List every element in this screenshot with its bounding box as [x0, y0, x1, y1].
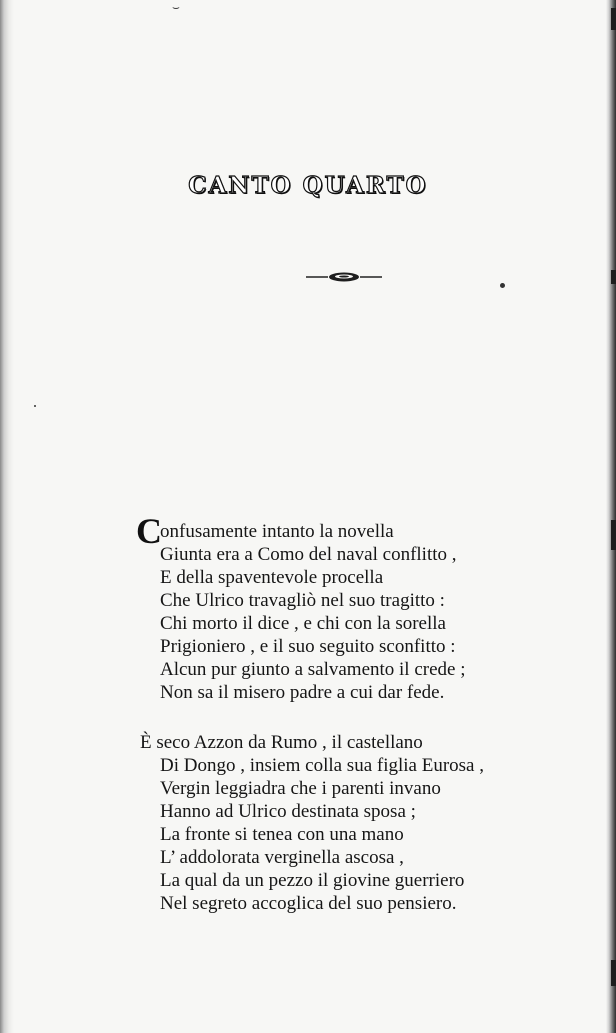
verse-line: onfusamente intanto la novella	[160, 521, 394, 542]
top-blemish: ⌣	[172, 0, 180, 14]
verse-line: Alcun pur giunto a salvamento il crede ;	[160, 659, 466, 680]
verse-line: Di Dongo , insiem colla sua figlia Eurosa ,	[160, 755, 484, 776]
verse-line: Hanno ad Ulrico destinata sposa ;	[160, 801, 416, 822]
ornament-divider-icon	[306, 270, 382, 284]
verse-line: Chi morto il dice , e chi con la sorella	[160, 613, 446, 634]
verse-line: Che Ulrico travagliò nel suo tragitto :	[160, 590, 445, 611]
verse-line: Nel segreto accoglica del suo pensiero.	[160, 893, 457, 914]
verse-line: Non sa il misero padre a cui dar fede.	[160, 682, 445, 703]
page-edge-notch	[611, 960, 616, 986]
page-edge-shadow	[606, 0, 616, 1033]
verse-line: Prigioniero , e il suo seguito sconfitto :	[160, 636, 456, 657]
ink-speck	[34, 405, 36, 407]
drop-cap: C	[136, 511, 162, 551]
page-edge-notch	[611, 8, 616, 30]
verse-line: Vergin leggiadra che i parenti invano	[160, 778, 441, 799]
chapter-title: CANTO QUARTO	[188, 172, 428, 199]
verse-line: L’ addolorata verginella ascosa ,	[160, 847, 404, 868]
page-edge-notch	[611, 270, 616, 284]
ink-speck	[500, 283, 505, 288]
verse-line: E della spaventevole procella	[160, 567, 384, 588]
verse-line: La qual da un pezzo il giovine guerriero	[160, 870, 465, 891]
page-gutter-shadow	[0, 0, 14, 1033]
verse-line: La fronte si tenea con una mano	[160, 824, 404, 845]
page-edge-notch	[611, 520, 616, 550]
verse-line: Giunta era a Como del naval conflitto ,	[160, 544, 457, 565]
verse-line: È seco Azzon da Rumo , il castellano	[140, 732, 423, 753]
